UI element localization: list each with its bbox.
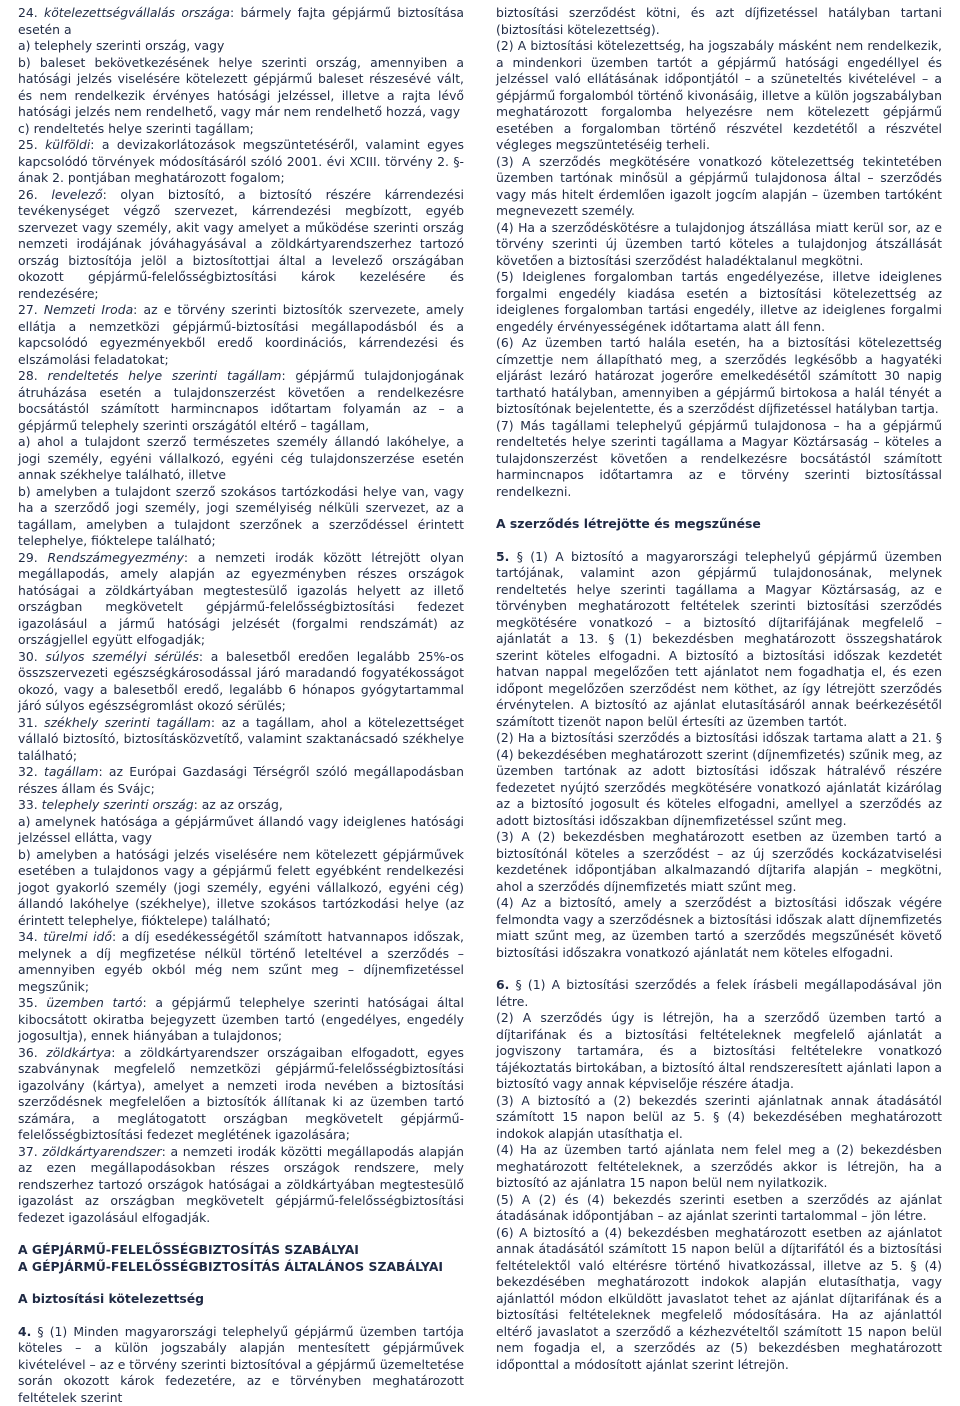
definition-term: Rendszámegyezmény [48, 550, 184, 565]
paragraph-text: a) telephely szerinti ország, vagy [18, 38, 224, 53]
definition-text: : a nemzeti irodák közötti megállapodás alapján az ezen megállapodásokban részes országok rendszere, mely rendszerhez tartozó országok hatóságai a zöldkártyában megtestesülő igazolást az országban megkövetelt gépjármű-felelősségbiztosítási fedezet igazolásául elfogadják. [18, 1144, 464, 1225]
paragraph [496, 335, 942, 418]
definition-text: : az Európai Gazdasági Térségről szóló megállapodásban részes állam és Svájc; [18, 764, 464, 796]
term-number: 27. [18, 302, 44, 317]
definition-term: türelmi idő [43, 929, 112, 944]
term-number: 33. [18, 797, 42, 812]
paragraph [18, 5, 464, 38]
paragraph-text: (6) Az üzemben tartó halála esetén, ha a biztosítási kötelezettség címzettje nem állapítható meg, a szerződés legkésőbb a hagyatéki eljárást lezáró határozat jogerőre emelkedésétől számított 30 napig tartható hatályban, amennyiben a gépjármű birtokosa a halál tényét a biztosítónak bejelentette, és a szerződést díjfizetéssel hatályban tartja. [496, 335, 942, 416]
section-number: 4. [18, 1324, 31, 1339]
paragraph [18, 38, 464, 55]
paragraph [496, 1093, 942, 1143]
paragraph-text: c) rendeltetés helye szerinti tagállam; [18, 121, 254, 136]
term-number: 31. [18, 715, 44, 730]
paragraph-text: b) baleset bekövetkezésének helye szerinti ország, amennyiben a hatósági jelzés viselésére kötelezett gépjármű baleset részesévé vált, és nem rendelkezik érvényes hatósági jelzéssel, illetve a rajta lévő hatósági jelzés nem rendelhető, vagy már nem rendelhető hozzá, vagy [18, 55, 464, 120]
paragraph [496, 154, 942, 220]
paragraph [18, 55, 464, 121]
paragraph [18, 187, 464, 303]
definition-text: : az a tagállam, ahol a kötelezettséget vállaló biztosító, biztosításközvetítő, valamint szaktanácsadó székhelye található; [18, 715, 464, 763]
term-number: 30. [18, 649, 45, 664]
paragraph-text: (2) Ha a biztosítási szerződés a biztosítási időszak tartama alatt a 21. § (4) bekezdésében meghatározott szerint (díjnemfizetés) szűnik meg, az üzemben tartónak az adott biztosítási időszak hátralévő részére fedezetet nyújtó szerződés megkötésére vonatkozó ajánlatát kizárólag az a biztosító jogosult és köteles elfogadni, amellyel a szerződés az adott biztosítási időszakban díjnemfizetéssel szűnt meg. [496, 730, 942, 828]
definition-term: rendeltetés helye szerinti tagállam [48, 368, 282, 383]
paragraph-text: a) ahol a tulajdont szerző természetes személy állandó lakóhelye, a jogi személy, egyéni vállalkozó, egyéni cég tulajdonszerzése esetén annak székhelye található, illetve [18, 434, 464, 482]
paragraph-text: § (1) A biztosítási szerződés a felek írásbeli megállapodásával jön létre. [496, 977, 942, 1009]
paragraph [18, 929, 464, 995]
paragraph [496, 5, 942, 38]
section-heading: A biztosítási kötelezettség [18, 1291, 464, 1308]
paragraph [18, 302, 464, 368]
paragraph [496, 418, 942, 501]
definition-term: zöldkártya [46, 1045, 111, 1060]
paragraph-text: (6) A biztosító a (4) bekezdésben meghatározott esetben az ajánlatot annak átadásától számított 15 napon belül a díjtarifától és a biztosítási feltételektől való eltérésre történő hivatkozással, illetve az 5. § (4) bekezdésében meghatározott indokok alapján elutasíthatja, vagy ajánlattól módon elküldött javaslatot tehet az ajánlat díjtarifának és a biztosítási feltételeknek megfelelő módosítására. Ha az ajánlattól eltérő javaslatot a szerződő a kézhezvételtől számított 15 napon belül nem fogadja el, a szerződés az (5) bekezdésben meghatározott időponttal a módosított ajánlat szerint létrejön. [496, 1225, 942, 1372]
section-number: 6. [496, 977, 509, 992]
definition-text: : a devizakorlátozások megszüntetéséről, valamint egyes kapcsolódó törvények módosításáról szóló 2001. évi XCIII. törvény 2. §-ának 2. pontjában meghatározott fogalom; [18, 137, 464, 185]
definition-text: : az e törvény szerinti biztosítók szervezete, amely ellátja a nemzetközi gépjármű-biztosítási megállapodásból és a kapcsolódó egyezményekből eredő koordinációs, kárrendezési és elszámolási feladatokat; [18, 302, 464, 367]
paragraph-text: (2) A biztosítási kötelezettség, ha jogszabály másként nem rendelkezik, a mindenkori üzemben tartót a gépjármű hatósági engedéllyel és jelzéssel való ellátásának időpontjától – a szüneteltés kivételével – a gépjármű forgalomból történő kivonásáig, illetve a külön jogszabályban meghatározott forgalomba helyezésre nem kötelezett gépjármű esetében a forgalomban történő részvétel kezdetétől a részvétel végleges megszüntetéséig terheli. [496, 38, 942, 152]
paragraph [18, 368, 464, 434]
definition-text: : a díj esedékességétől számított hatvannapos időszak, melynek a díj megfizetése nélkül történő leteltével a szerződés – amennyiben egyéb okból még nem szűnt meg – díjnemfizetéssel megszűnik; [18, 929, 464, 994]
paragraph [18, 715, 464, 765]
spacer [18, 1308, 464, 1324]
section-heading: A szerződés létrejötte és megszűnése [496, 516, 942, 533]
spacer [496, 500, 942, 516]
paragraph-text: (3) A biztosító a (2) bekezdés szerinti ajánlatnak annak átadásától számított 15 napon belül az 5. § (4) bekezdésében meghatározott indokok alapján utasíthatja el. [496, 1093, 942, 1141]
paragraph [496, 895, 942, 961]
paragraph-text: biztosítási szerződést kötni, és azt díjfizetéssel hatályban tartani (biztosítási kötelezettség). [496, 5, 942, 37]
term-number: 34. [18, 929, 43, 944]
section-heading: A GÉPJÁRMŰ-FELELŐSSÉGBIZTOSÍTÁS ÁLTALÁNOS SZABÁLYAI [18, 1259, 464, 1276]
definition-term: székhely szerinti tagállam [44, 715, 211, 730]
spacer [18, 1275, 464, 1291]
definition-term: Nemzeti Iroda [44, 302, 133, 317]
paragraph [18, 434, 464, 484]
paragraph [18, 814, 464, 847]
definition-term: zöldkártyarendszer [42, 1144, 161, 1159]
spacer [496, 961, 942, 977]
paragraph-text: a) amelynek hatósága a gépjárművet állandó vagy ideiglenes hatósági jelzéssel ellátta, vagy [18, 814, 464, 846]
paragraph [496, 269, 942, 335]
term-number: 37. [18, 1144, 42, 1159]
definition-text: : a balesetből eredően legalább 25%-os összszervezeti egészségkárosodással járó maradandó fogyatékosságot okozó, vagy a balesetből eredő, legalább 6 hónapos gyógytartammal járó súlyos egészségromlást okozó sérülés; [18, 649, 464, 714]
right-column [496, 5, 942, 1373]
definition-text: : a nemzeti irodák között létrejött olyan megállapodás, amely alapján az egyezményben részes országok hatóságai a zöldkártyában megtestesülő igazolás helyett az illető országban megkövetelt gépjármű-felelősségbiztosítási fedezet igazolásául a jármű hatósági jelzését (forgalmi rendszámát) az országjellel együtt elfogadják; [18, 550, 464, 648]
definition-text: : bármely fajta gépjármű biztosítása esetén a [18, 5, 464, 37]
paragraph-text: b) amelyben a hatósági jelzés viselésére nem kötelezett gépjárművek esetében a tulajdonos vagy a gépjármű felett egyébként rendelkezési jogot gyakorló személy (jogi személy, egyéni vállalkozó, egyéni cég) állandó lakóhelye (székhelye), illetve szokásos tartózkodási helye (az érintett telephelye, fióktelepe) található; [18, 847, 464, 928]
definition-term: üzemben tartó [46, 995, 142, 1010]
definition-term: levelező [51, 187, 102, 202]
paragraph-text: § (1) A biztosító a magyarországi telephelyű gépjármű üzemben tartójának, valamint azon gépjármű tulajdonosának, melynek rendeltetés helye szerinti tagállama a Magyar Köztársaság, az e törvényben meghatározott feltételek szerinti biztosítási szerződés megkötésére vonatkozó – a biztosító díjtarifájának megfelelő – ajánlatát a 13. § (1) bekezdésben meghatározott összegshatárok szerint köteles elfogadni. A biztosító a biztosítási időszak kezdetét hatvan nappal megelőzően tett ajánlatot nem fogadhatja el, és ezen időpont megelőzően szerződést nem köthet, az így létrejött szerződés érvénytelen. A biztosító az ajánlat elutasításáról annak beérkezésétől számított tizenöt napon belül értesíti az üzemben tartót. [496, 549, 942, 729]
term-number: 24. [18, 5, 44, 20]
term-number: 36. [18, 1045, 46, 1060]
definition-text: : a gépjármű telephelye szerinti hatóságai által kibocsátott okiratba bejegyzett üzemben tartó (engedélyes, engedély jogosultja), ennek hiányában a tulajdonos; [18, 995, 464, 1043]
paragraph [496, 1010, 942, 1093]
paragraph [496, 829, 942, 895]
definition-term: külföldi [45, 137, 90, 152]
spacer [18, 1226, 464, 1242]
paragraph [496, 1192, 942, 1225]
paragraph [18, 847, 464, 930]
definition-term: telephely szerinti ország [42, 797, 194, 812]
paragraph [496, 220, 942, 270]
paragraph-text: § (1) Minden magyarországi telephelyű gépjármű üzemben tartója köteles – a külön jogszabály alapján mentesített gépjárművek kivételével – az e törvény szerinti biztosítóval a gépjármű üzemeltetése során okozott károk fedezetére, az e törvényben meghatározott feltételek szerint [18, 1324, 464, 1405]
paragraph-text: (5) A (2) és (4) bekezdés szerinti esetben a szerződés az ajánlat átadásának időpontjában – az ajánlat szerinti tartalommal – jön létre. [496, 1192, 942, 1224]
definition-text: : a zöldkártyarendszer országaiban elfogadott, egyes szabványnak megfelelő nemzetközi gépjármű-felelősségbiztosítási igazolvány (kártya), amelyet a nemzeti iroda nevében a biztosítási szerződésnek megfelelően a biztosítók állítanak ki az üzemben tartó számára, a meglátogatott országban megkövetelt gépjármű-felelősségbiztosítási fedezet meglétének igazolására; [18, 1045, 464, 1143]
paragraph-text: (5) Ideiglenes forgalomban tartás engedélyezése, illetve ideiglenes forgalmi engedély kiadása esetén a biztosítási kötelezettség az ideiglenes forgalomban tartási engedély, illetve az ideiglenes forgalmi engedély érvényességének időtartama alatt áll fenn. [496, 269, 942, 334]
definition-term: kötelezettségvállalás országa [44, 5, 230, 20]
paragraph [496, 730, 942, 829]
paragraph [18, 121, 464, 138]
paragraph [496, 1142, 942, 1192]
definition-term: súlyos személyi sérülés [45, 649, 199, 664]
section-heading: A GÉPJÁRMŰ-FELELŐSSÉGBIZTOSÍTÁS SZABÁLYAI [18, 1242, 464, 1259]
left-column [18, 5, 464, 1406]
paragraph [496, 1225, 942, 1374]
paragraph-text: b) amelyben a tulajdont szerző szokásos tartózkodási helye van, vagy ha a szerződő jogi személy, jogi személyiség nélküli szervezet, az a tagállam, amelyben a tulajdont szerzőnek a szerződéssel érintett telephelye, fióktelepe található; [18, 484, 464, 549]
paragraph [18, 764, 464, 797]
paragraph [496, 549, 942, 731]
paragraph-text: (4) Az a biztosító, amely a szerződést a biztosítási időszak végére felmondta vagy a szerződésnek a biztosítási időszak alatt díjnemfizetés miatt szűnt meg, az üzemben tartó a szerződés megszűnését követő biztosítási időszakra vonatkozó ajánlatát nem köteles elfogadni. [496, 895, 942, 960]
paragraph-text: (7) Más tagállami telephelyű gépjármű tulajdonosa – ha a gépjármű rendeltetés helye szerinti tagállama a Magyar Köztársaság – köteles a tulajdonszerzést követően a rendelkezésre bocsátástól számított harmincnapos időtartamra az e törvény szerinti biztosítással rendelkezni. [496, 418, 942, 499]
term-number: 32. [18, 764, 44, 779]
definition-text: : gépjármű tulajdonjogának átruházása esetén a tulajdonszerzést követően a rendelkezésre bocsátástól számított harmincnapos időtartam folyamán az – a gépjármű telephely szerinti országától eltérő – tagállam, [18, 368, 464, 433]
paragraph [18, 797, 464, 814]
spacer [496, 533, 942, 549]
term-number: 35. [18, 995, 46, 1010]
paragraph [18, 649, 464, 715]
term-number: 28. [18, 368, 48, 383]
paragraph-text: (4) Ha az üzemben tartó ajánlata nem felel meg a (2) bekezdésben meghatározott feltételeknek, a szerződés akkor is létrejön, ha a biztosító az ajánlatra 15 napon belül nem nyilatkozik. [496, 1142, 942, 1190]
paragraph [18, 1144, 464, 1227]
paragraph [496, 977, 942, 1010]
definition-text: : olyan biztosító, a biztosító részére kárrendezési tevékenységet végző szervezet, kárrendezési megbízott, egyéb szervezet vagy személy, akit vagy amelyet a működése szerinti ország nemzeti irodájának jóváhagyásával a zöldkártyarendszerhez tartozó ország biztosítója jelöl a biztosítottjai által a levelező országában okozott gépjármű-felelősségbiztosítási károk kezelésére és rendezésére; [18, 187, 464, 301]
paragraph [18, 1045, 464, 1144]
paragraph [496, 38, 942, 154]
paragraph-text: (3) A (2) bekezdésben meghatározott esetben az üzemben tartó a biztosítónál köteles a szerződést – az új szerződés kockázatviselési kezdetének időpontjában alkalmazandó díjtarifa alapján – megkötni, ahol a szerződés díjnemfizetés miatt szűnt meg. [496, 829, 942, 894]
definition-text: : az az ország, [194, 797, 283, 812]
paragraph [18, 1324, 464, 1406]
paragraph-text: (2) A szerződés úgy is létrejön, ha a szerződő üzemben tartó a díjtarifának és a biztosítási feltételeknek megfelelő ajánlatát a jogviszony tartamára, és a biztosítási feltételekre vonatkozó tájékoztatás birtokában, a biztosító által rendszeresített ajánlati lapon a biztosító vagy annak képviselője részére átadja. [496, 1010, 942, 1091]
paragraph [18, 137, 464, 187]
paragraph [18, 995, 464, 1045]
paragraph [18, 550, 464, 649]
paragraph [18, 484, 464, 550]
paragraph-text: (3) A szerződés megkötésére vonatkozó kötelezettség tekintetében üzemben tartónak minősül a gépjármű tulajdonosa által – szerződés vagy más hitelt érdemlően igazolt jogcím alapján – üzemben tartóként megnevezett személy. [496, 154, 942, 219]
definition-term: tagállam [44, 764, 98, 779]
term-number: 26. [18, 187, 51, 202]
term-number: 25. [18, 137, 45, 152]
paragraph-text: (4) Ha a szerződéskötésre a tulajdonjog átszállása miatt kerül sor, az e törvény szerinti új üzemben tartó köteles a tulajdonjog átszállását követően a biztosítási szerződést haladéktalanul megkötni. [496, 220, 942, 268]
section-number: 5. [496, 549, 509, 564]
term-number: 29. [18, 550, 48, 565]
